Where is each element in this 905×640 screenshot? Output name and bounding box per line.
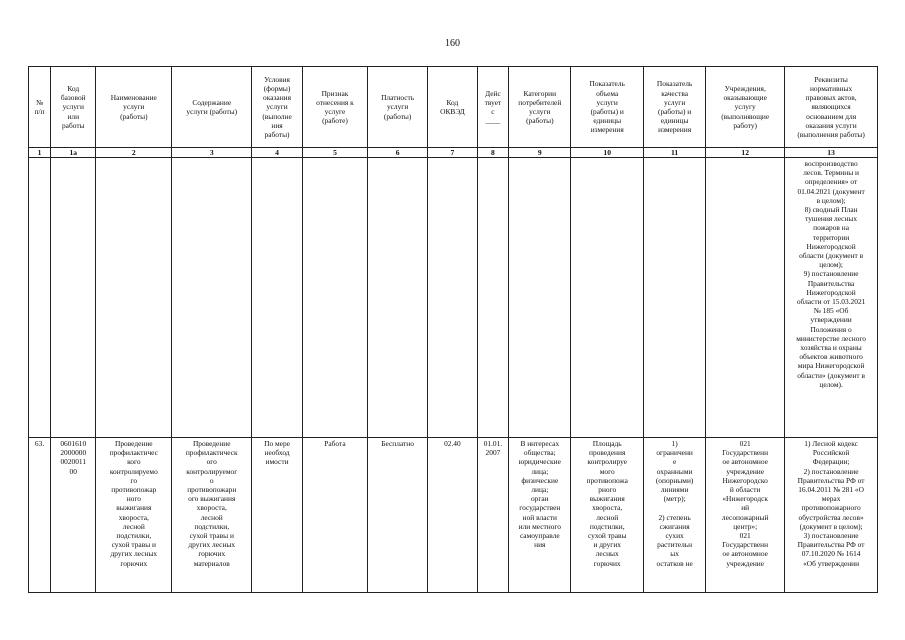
service-name-cell: Проведение профилактичес кого контролируемо го противопожар ного выжигания хвороста, лесной подстилки, сухой травы и других лесных горючих	[96, 438, 172, 593]
table-cell	[509, 158, 571, 438]
institutions-cell: 021 Государственн ое автономное учреждение Нижегородско й области «Нижегородск ий лесопожарный центр»; 021 Государственн ое автономное учреждение	[706, 438, 785, 593]
table-cell	[252, 158, 303, 438]
table-cell	[644, 158, 706, 438]
column-number: 4	[252, 148, 303, 158]
quality-indicator-cell: 1) ограничени е охранными (опорными) линиями (метр); 2) степень сжигания сухих растительн ых остатков не	[644, 438, 706, 593]
column-number: 13	[785, 148, 878, 158]
column-number: 1	[29, 148, 51, 158]
continuation-row	[29, 158, 878, 438]
header-row	[29, 67, 878, 148]
header-cell: Категории потребителей услуги (работы)	[509, 67, 571, 148]
column-number: 8	[477, 148, 509, 158]
header-cell: Код базовой услуги или работы	[51, 67, 96, 148]
column-number: 5	[302, 148, 367, 158]
legal-acts-cell: воспроизводство лесов. Термины и определения» от 01.04.2021 (документ в целом); 8) сводный План тушения лесных пожаров на территории Нижегородской области (документ в целом); 9) постановление Правительства Нижегородской области от 15.03.2021 № 185 «Об утверждении Положения о министерстве лесного хозяйства и охраны объектов животного мира Нижегородской области» (документ в целом).	[785, 158, 878, 438]
consumers-cell: В интересах общества; юридические лица; физические лица; орган государствен ной власти или местного самоуправле ния	[509, 438, 571, 593]
header-cell: Реквизиты нормативных правовых актов, являющихся основанием для оказания услуги (выполнения работы)	[785, 67, 878, 148]
sign-cell: Работа	[302, 438, 367, 593]
header-cell: Условия (формы) оказания услуги (выполне ния работы)	[252, 67, 303, 148]
header-cell: Учреждения, оказывающие услугу (выполняющие работу)	[706, 67, 785, 148]
legal-acts-cell: 1) Лесной кодекс Российской Федерации; 2) постановление Правительства РФ от 16.04.2011 № 281 «О мерах противопожарного обустройства лесов» (документ в целом); 3) постановление Правительства РФ от 07.10.2020 № 1614 «Об утверждении	[785, 438, 878, 593]
service-content-cell: Проведение профилактическ ого контролируемог о противопожарн ого выжигания хвороста, лесной подстилки, сухой травы и других лесных горючих материалов	[172, 438, 252, 593]
table-cell	[477, 158, 509, 438]
column-number: 12	[706, 148, 785, 158]
column-number: 2	[96, 148, 172, 158]
volume-indicator-cell: Площадь проведения контролируе мого противопожа рного выжигания хвороста, лесной подстилки, сухой травы и других лесных горючих	[571, 438, 644, 593]
header-cell: Платность услуги (работы)	[368, 67, 428, 148]
column-number: 7	[428, 148, 478, 158]
table-cell	[51, 158, 96, 438]
row-number-cell: 63.	[29, 438, 51, 593]
header-cell: Код ОКВЭД	[428, 67, 478, 148]
column-number: 10	[571, 148, 644, 158]
column-number: 9	[509, 148, 571, 158]
table-cell	[428, 158, 478, 438]
column-number: 6	[368, 148, 428, 158]
payment-cell: Бесплатно	[368, 438, 428, 593]
header-cell: Наименование услуги (работы)	[96, 67, 172, 148]
table-row	[29, 438, 878, 593]
column-number-row	[29, 148, 878, 158]
header-cell: Показатель объема услуги (работы) и единицы измерения	[571, 67, 644, 148]
table-cell	[302, 158, 367, 438]
service-code-cell: 0601610 2000000 0020011 00	[51, 438, 96, 593]
header-cell: Показатель качества услуги (работы) и единицы измерения	[644, 67, 706, 148]
conditions-cell: По мере необход имости	[252, 438, 303, 593]
header-cell: Дейс твует с ____	[477, 67, 509, 148]
okved-cell: 02.40	[428, 438, 478, 593]
header-cell: Содержание услуги (работы)	[172, 67, 252, 148]
table-cell	[706, 158, 785, 438]
column-number: 3	[172, 148, 252, 158]
table-cell	[96, 158, 172, 438]
table-cell	[571, 158, 644, 438]
table-cell	[172, 158, 252, 438]
table-cell	[29, 158, 51, 438]
page-number: 160	[445, 38, 460, 49]
valid-from-cell: 01.01. 2007	[477, 438, 509, 593]
column-number: 1а	[51, 148, 96, 158]
table-cell	[368, 158, 428, 438]
services-registry-table	[28, 66, 878, 593]
column-number: 11	[644, 148, 706, 158]
header-cell: Признак отнесения к услуге (работе)	[302, 67, 367, 148]
header-cell: № п/п	[29, 67, 51, 148]
